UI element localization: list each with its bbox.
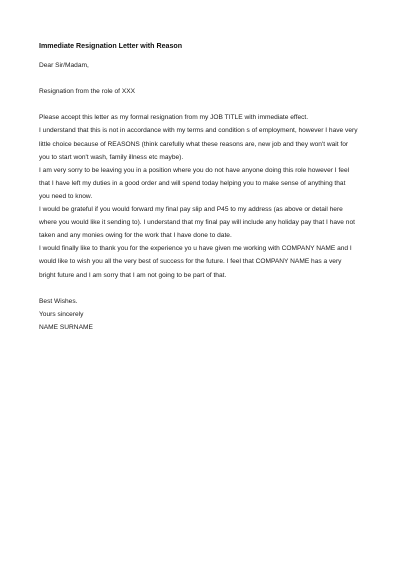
spacer [39, 98, 363, 111]
letter-body [39, 111, 363, 281]
salutation: Dear Sir/Madam, [39, 62, 89, 69]
spacer [39, 282, 363, 295]
subject-line: Resignation from the role of XXX [39, 88, 136, 96]
body-line: you need to know. [39, 192, 93, 200]
body-line: would like to wish you all the very best of success for the future. I feel that COMPANY NAME has a very [39, 258, 342, 266]
body-line: that I have left my duties in a good order and will spend today helping you to make sense of anything that [39, 179, 346, 187]
letter-closing [39, 295, 363, 334]
body-line: Please accept this letter as my formal resignation from my JOB TITLE with immediate effect. [39, 114, 309, 122]
body-line: where you would like it sending to). I understand that my final pay will include any holiday pay that I have not [39, 219, 355, 227]
closing-wishes: Best Wishes. [39, 297, 78, 305]
body-line: little choice because of REASONS (think carefully what these reasons are, new job and they won't wait for [39, 140, 349, 148]
body-line: I understand that this is not in accordance with my terms and condition s of employment, however I have very [39, 127, 358, 135]
body-line: taken and any monies owing for the work that I have done to date. [39, 232, 232, 240]
body-line: bright future and I am sorry that I am not going to be part of that. [39, 271, 227, 279]
body-line: I would finally like to thank you for the experience yo u have given me working with COMPANY NAME and I [39, 245, 352, 253]
letter-title: Immediate Resignation Letter with Reason [39, 42, 183, 50]
signer-name: NAME SURNAME [39, 323, 93, 331]
body-line: you to start won't wash, family illness etc maybe). [39, 153, 184, 161]
spacer [39, 72, 363, 85]
closing-sign-off: Yours sincerely [39, 310, 84, 318]
body-line: I am very sorry to be leaving you in a position where you do not have anyone doing this role however I feel [39, 166, 350, 174]
body-line: I would be grateful if you would forward my final pay slip and P45 to my address (as above or detail here [39, 206, 343, 214]
